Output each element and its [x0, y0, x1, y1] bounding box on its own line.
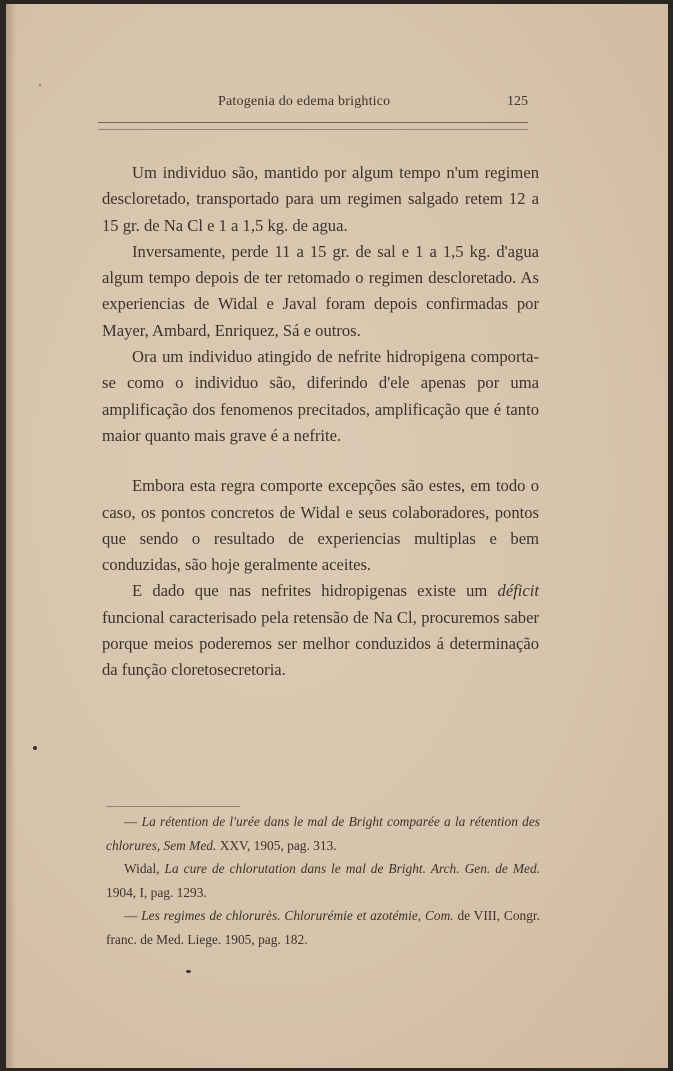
footnotes	[106, 810, 540, 951]
footnote-ref: de VIII, Congr. franc. de Med. Liege. 1905, pag. 182.	[106, 908, 540, 947]
paragraph-text: E dado que nas nefrites hidropigenas existe um	[132, 581, 488, 601]
footnote-author: Widal,	[124, 861, 160, 876]
paragraph: Ora um individuo atingido de nefrite hidropigena comporta-se como o individuo são, diferindo d'ele apenas por uma amplificação dos fenomenos precitados, amplificação que é tanto maior quanto mais grave é a nefrite.	[102, 347, 539, 445]
paragraph-text: funcional caracterisado pela retensão de Na Cl, procuremos saber porque meios poderemos ser melhor conduzidos á determinação da função cloretosecretoria.	[102, 607, 539, 680]
book-page	[6, 4, 668, 1068]
paragraph-last	[102, 578, 539, 683]
paragraph: Inversamente, perde 11 a 15 gr. de sal e 1 a 1,5 kg. d'agua algum tempo depois de ter retomado o regimen descloretado. As experiencias de Widal e Javal foram depois confirmadas por Mayer, Ambard, Enriquez, Sá e outros.	[102, 241, 539, 340]
running-title: Patogenia do edema brightico	[218, 94, 391, 109]
paragraph: Um individuo são, mantido por algum tempo n'um regimen descloretado, transportado para um regimen salgado retem 12 a 15 gr. de Na Cl e 1 a 1,5 kg. de agua.	[102, 163, 539, 235]
paper-speck	[39, 84, 41, 86]
emphasis-term: déficit	[497, 581, 539, 601]
paragraph: Embora esta regra comporte excepções são estes, em todo o caso, os pontos concretos de Widal e seus colaboradores, pontos que sendo o resultado de experiencias multiplas e bem conduzidas, são hoje geralmente aceites.	[102, 476, 539, 575]
header-rule	[98, 122, 528, 123]
footnote-ref: XXV, 1905, pag. 313.	[219, 837, 337, 853]
page-gutter-shadow	[6, 4, 16, 1068]
footnote-ref: 1904, I, pag. 1293.	[106, 884, 207, 900]
footnote-title: La rétention de l'urée dans le mal de Bright comparée a la rétention des chlorures, Sem Med.	[106, 814, 540, 853]
footnote	[106, 857, 540, 904]
page-number: 125	[507, 94, 528, 109]
footnote-dash: —	[124, 814, 138, 829]
header-rule-secondary	[98, 129, 528, 130]
body-text	[102, 160, 539, 684]
footnote	[106, 904, 540, 951]
running-header	[98, 94, 528, 118]
footnote-title: Les regimes de chlorurès. Chlorurémie et azotémie, Com.	[141, 908, 454, 923]
paper-speck	[33, 746, 37, 750]
footnote	[106, 810, 540, 857]
footnote-dash: —	[124, 908, 138, 923]
paper-speck	[186, 970, 191, 973]
footnote-rule	[106, 806, 240, 807]
footnote-title: La cure de chlorutation dans le mal de Bright. Arch. Gen. de Med.	[164, 861, 540, 876]
